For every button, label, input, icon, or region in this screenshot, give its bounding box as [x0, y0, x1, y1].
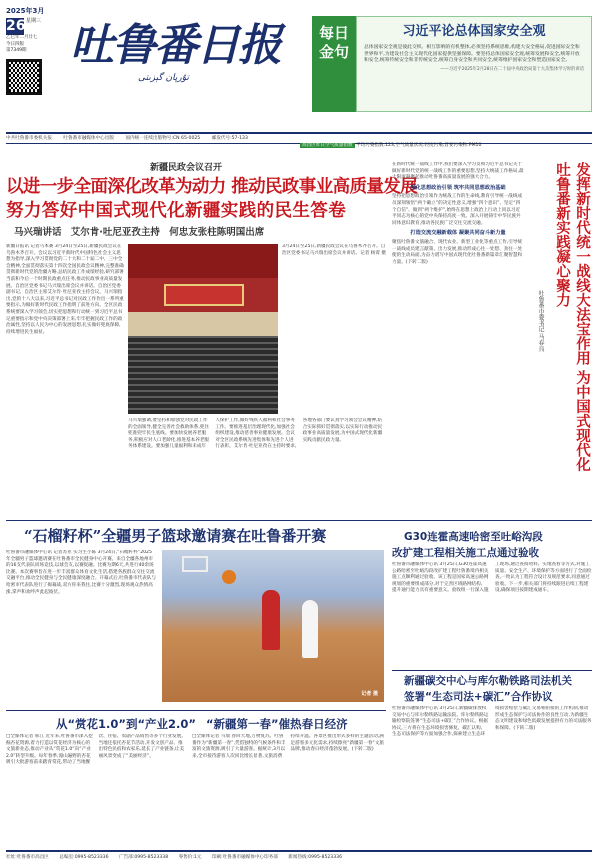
spring-economy-body: □全媒体记者 马瑞 春回大地,万物复苏。吐鲁番作为“新疆第一春”,凭借独特的气候条件和丰富的文旅资源,吸引了大量游客。据统计,3月以来,全市接待游客人次同比增长显著,文旅消费持续升温。各景区推出形式多样的主题活动,满足游客多元化需求,持续擦亮“新疆第一春”文旅品牌,推动春日经济蓬勃发展。(下转二版) [192, 734, 384, 759]
basketball-body: 吐鲁番市融媒体中心讯 记者苏亚 实习生小陈 3月24日,“石榴籽杯”2025年全疆男子篮球邀请赛在吐鲁番市全民健身中心开赛。来自全疆各地州市的16支代表队同场竞技,以球会友,以赛促融。比赛为期6天,共进行40余场比赛。本次赛事旨在进一步丰富群众体育文化生活,搭建各族群众交往交流交融平台,推动全民健身与全民健康深度融合。开幕式后,吐鲁番市代表队与哈密市代表队进行了揭幕战,双方你来我往,比赛十分激烈,现场观众热情高涨,掌声和欢呼声此起彼伏。 [6, 550, 156, 595]
logo-uyghur: تۇرپان گېزىتى [138, 73, 189, 83]
footer-address: 社址:吐鲁番市高昌区 [6, 855, 49, 860]
lead-body-continued: 马兴瑞强调,要坚持和加强党对民政工作的全面领导,健全完善社会救助体系,兜住兜准兜牢民生底线。要加快发展养老服务,积极应对人口老龄化,推进基本养老服务体系建设。要加强儿童福利和未成年人保护工作,做好残疾人福利和社会事务工作。要推进基层治理现代化,加强社会组织建设,推动慈善事业健康发展。会议对全区民政系统先进集体和先进个人进行表彰。艾尔肯·吐尼亚孜在主持时要求,各地各部门要认真学习领会会议精神,结合实际抓好贯彻落实,以实际行动推动民政事业高质量发展,为中国式现代化新疆实践贡献民政力量。 [128, 418, 383, 450]
flower-industry-body: □全媒体记者 邢江 近年来,吐鲁番市深入挖掘杏花资源,着力打造以赏花经济为核心的文旅新业态,推动产业从“赏花1.0”向“产业2.0”转型升级。每年春季,漫山遍野的杏花吸引大批游客前来踏青赏花,带动了当地餐饮、住宿、农副产品销售等多个行业发展。当地还依托杏花节活动,开发文创产品、推出特色民宿和农家乐,延长了产业链条,让美丽风景变成了“美丽经济”。 [6, 734, 186, 766]
lunar-date: 乙巳年二月廿七 [6, 35, 38, 41]
judicial-headline-line-2: 签署“生态司法+碳汇”合作协议 [404, 691, 553, 703]
lead-kicker: 新疆民政会议召开 [150, 163, 223, 173]
commentary-subhead-1: 强化思想政治引领 筑牢共同思想政治基础 [410, 184, 506, 191]
daily-quote-box [356, 16, 592, 112]
commentary-author: 吐鲁番市委书记 马春良 [537, 290, 544, 352]
section-divider [6, 520, 592, 521]
quote-body: 总体国家安全观是彼此交织、相互影响的有机整体,必须坚持系统思维,构建大安全格局,促进国际安全和世界和平,为建设社会主义现代化国家提供坚强保障。要坚持总体国家安全观,统筹发展和安全,统筹开放和安全,统筹传统安全和非传统安全,统筹自身安全和共同安全,统筹维护国家安全和塑造国家安全。 [364, 45, 580, 63]
flower-industry-headline: 从“赏花1.0”到“产业2.0” [56, 717, 196, 731]
basketball-headline: “石榴籽杯”全疆男子篮球邀请赛在吐鲁番开赛 [24, 527, 327, 545]
g30-headline-line-2: 改扩建工程相关施工点通过验收 [392, 547, 539, 559]
quote-title: 习近平论总体国家安全观 [402, 24, 546, 39]
hoop-shape [182, 556, 208, 572]
stage-shape [164, 284, 244, 306]
basketball-photo [162, 550, 384, 702]
commentary-subhead-2: 打造交流交融新载体 凝聚共同奋斗新力量 [410, 230, 506, 237]
meeting-photo [128, 244, 278, 414]
air-quality-label: 高昌区昨日空气质量指数 [302, 143, 353, 148]
daily-quote-tag: 每日金句 [312, 16, 356, 112]
logo-chinese: 吐鲁番日报 [70, 20, 280, 71]
weekday: 星期三 [26, 18, 42, 25]
issue-number: 第7349期 [6, 48, 27, 54]
cn-number: 国内统一连续出版物号:CN 65-0025 [125, 136, 201, 141]
date-box [6, 6, 52, 126]
lead-headline-line-2: 努力答好中国式现代化新疆实践的民生答卷 [6, 201, 347, 221]
quote-source: ——习近平2025年2月28日在二十届中央政治局第十九次集体学习时的讲话 [440, 66, 584, 72]
page-count: 今日四版 [6, 41, 24, 47]
qr-code-icon [6, 59, 42, 95]
footer-bar [6, 850, 592, 862]
audience-rows [128, 336, 278, 414]
player-red-shape [262, 590, 280, 650]
newspaper-logo [70, 20, 300, 90]
sponsor: 中共吐鲁番市委机关报 [6, 136, 52, 141]
basketball-icon [222, 570, 236, 584]
day-number: 26 [6, 18, 26, 35]
year-month: 2025年3月 [6, 7, 45, 15]
lead-subheading: 马兴瑞讲话 艾尔肯·吐尼亚孜主持 何忠友张柱陈明国出席 [14, 227, 265, 238]
commentary-vertical-title: 发挥新时代统一战线大法宝作用 为中国式现代化吐鲁番新实践凝心聚力 [554, 162, 591, 472]
air-quality-text: 平均污染指数:123,空气质量状况:轻度污染,首要污染物:PM10 [356, 143, 482, 148]
publisher: 吐鲁番市融媒体中心出版 [63, 136, 114, 141]
spring-economy-headline: “新疆第一春”催热春日经济 [206, 717, 348, 731]
footer-hotline: 新闻热线:0995-8523336 [288, 855, 342, 860]
lead-headline-line-1: 以进一步全面深化改革为动力 推动民政事业高质量发展 [6, 177, 418, 197]
postal-code: 邮发代号:57-133 [211, 136, 248, 141]
g30-body: 吐鲁番市融媒体中心讯 3月25日,G30连霍高速公路哈密至吐峪沟段改扩建工程吐鲁番境内相关施工点顺利通过验收。该工程是国家高速公路网规划的重要组成部分,对于完善区域路网结构、提升通行能力具有重要意义。验收组一行深入施工现场,通过查阅资料、实地查看等方式,对施工质量、安全生产、环境保护等方面进行了全面检查,一致认为工程符合设计及规范要求,同意通过验收。下一步,相关部门将持续跟进后续工程建设,确保项目按期建成通车。 [392, 562, 592, 594]
commentary-section-1: 坚持把思想政治引领作为统战工作的生命线,教育引导统一战线成员深刻领悟“两个确立”的决定性意义,增强“四个意识”、坚定“四个自信”、做到“两个维护”,始终在思想上政治上行动上同以习近平同志为核心的党中央保持高度一致。深入开展铸牢中华民族共同体意识教育,推动各民族广泛交往交流交融。 [392, 194, 523, 226]
footer-print: 印刷:吐鲁番市融媒体中心印务部 [211, 855, 278, 860]
commentary-section-2: 聚焦吐鲁番文旅融合、现代农业、新型工业化等重点工作,引导统一战线成员建言献策、出力发展,推动形成心往一处想、劲往一处使的生动局面,为奋力谱写中国式现代化吐鲁番新篇章汇聚智慧和力量。(下转二版) [392, 239, 523, 265]
footer-editor-phone: 总编室:0995-8523336 [59, 855, 109, 860]
commentary-body [392, 162, 524, 512]
section-divider [6, 710, 386, 711]
player-white-shape [302, 600, 318, 658]
lead-body-column: 新疆日报讯 记者马本赛 3月24日至25日,新疆民政会议在乌鲁木齐召开。会议以习近平新时代中国特色社会主义思想为指导,深入学习贯彻党的二十大和二十届二中、三中全会精神,全面贯彻落实第十四次全国民政会议精神,完整准确贯彻新时代党的治疆方略,总结民政工作成绩经验,研究部署当前和今后一个时期民政重点任务,推动民政事业高质量发展。自治区党委书记马兴瑞出席会议并讲话。自治区党委副书记、自治区主席艾尔肯·吐尼亚孜主持会议。马兴瑞指出,党的十八大以来,习近平总书记对民政工作作出一系列重要指示,为做好新时代民政工作指明了前进方向。全区民政系统要深入学习领会,切实把思想和行动统一到习近平总书记重要指示和党中央决策部署上来,牢牢把握民政工作的政治属性,坚持以人民为中心的发展思想,扎实做好兜底保障,持续增进民生福祉。 [6, 244, 124, 335]
meeting-photo-caption: 3月24日至25日,新疆民政会议在乌鲁木齐召开。自治区党委书记马兴瑞出席会议并讲话。记者 杨霄 摄 [282, 244, 387, 410]
g30-headline-line-1: G30连霍高速哈密至吐峪沟段 [404, 531, 543, 543]
section-divider [392, 670, 592, 671]
judicial-headline-line-1: 新疆碳交中心与库尔勒铁路司法机关 [404, 675, 572, 687]
footer-price: 零售价:1元 [178, 855, 202, 860]
air-quality-bar [300, 141, 592, 151]
footer-ads-phone: 广告部:0995-8523338 [118, 855, 169, 860]
basketball-photo-caption: 记者 摄 [361, 690, 378, 697]
judicial-body: 吐鲁番市融媒体中心讯 3月25日,新疆碳排放权交易中心与库尔勒铁路运输法院、库尔勒铁路运输检察院签署“生态司法+碳汇”合作协议。根据协议,三方将在生态环境损害修复、碳汇认购、生态司法保护等方面加强合作,探索建立生态环境损害赔偿与碳汇交易相衔接的工作机制,推动形成生态保护与司法协作的良性互动,为新疆生态文明建设和绿色低碳发展提供有力的司法服务和保障。(下转二版) [392, 706, 592, 738]
commentary-intro: 在新时代统一战线工作中,我们要深入学习贯彻习近平总书记关于做好新时代党的统一战线工作的重要思想,坚持大统战工作格局,最大限度凝聚起推动吐鲁番高质量发展的强大合力。 [392, 162, 524, 181]
